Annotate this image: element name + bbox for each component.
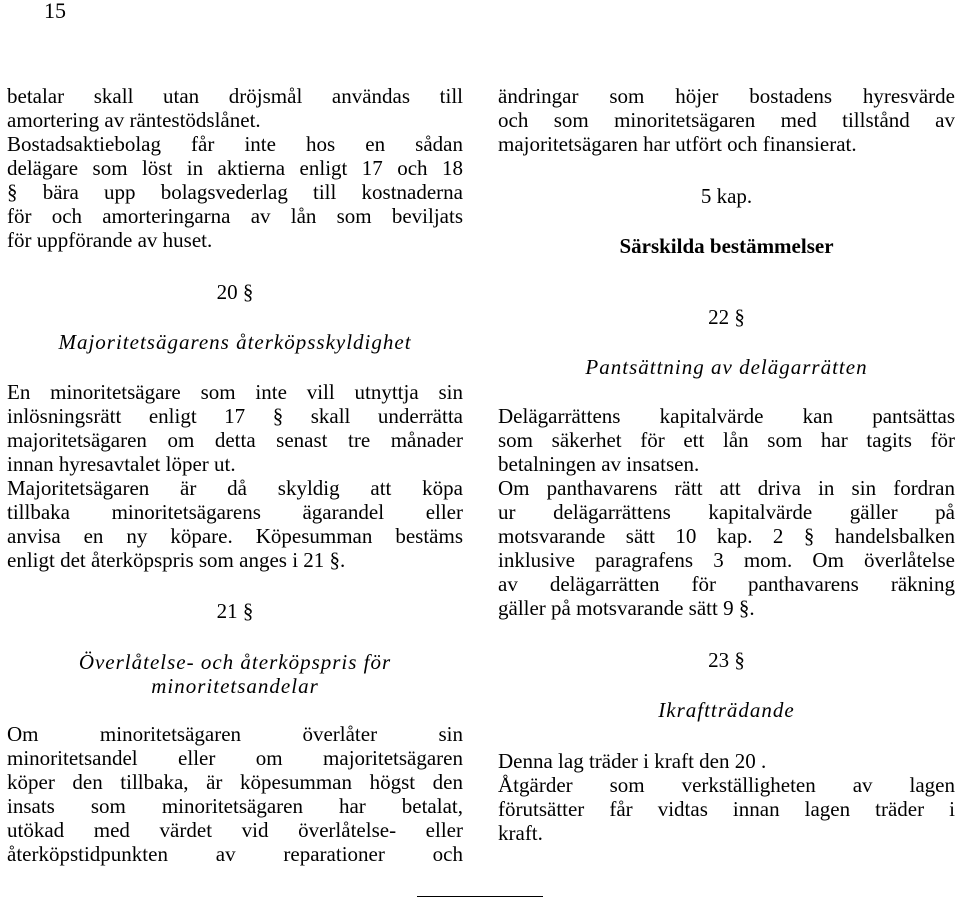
body-line: Åtgärder som verkställigheten av lagen <box>498 773 955 797</box>
body-line: Om minoritetsägaren överlåter sin <box>7 722 463 746</box>
body-line: ur delägarrättens kapitalvärde gäller på <box>498 500 955 524</box>
page-number: 15 <box>44 0 66 23</box>
section-20-heading: 20 § <box>216 280 254 304</box>
body-line: § bära upp bolagsvederlag till kostnaderna <box>7 180 463 204</box>
body-line: som säkerhet för ett lån som har tagits för <box>498 428 955 452</box>
chapter-number: 5 kap. <box>700 184 753 208</box>
body-line: och som minoritetsägaren med tillstånd av <box>498 108 955 132</box>
body-line: enligt det återköpspris som anges i 21 §. <box>7 548 346 572</box>
body-line: En minoritetsägare som inte vill utnyttja sin <box>7 380 463 404</box>
body-line: inlösningsrätt enligt 17 § skall underrätta <box>7 404 463 428</box>
body-line: minoritetsandel eller om majoritetsägaren <box>7 746 463 770</box>
footnote-divider <box>417 896 543 897</box>
body-line: av delägarrätten för panthavarens räkning <box>498 572 955 596</box>
right-column <box>498 84 955 845</box>
body-line: Denna lag träder i kraft den 20 . <box>498 749 767 773</box>
body-line: återköpstidpunkten av reparationer och <box>7 842 463 866</box>
section-20-title: Majoritetsägarens återköpsskyldighet <box>58 330 412 354</box>
section-22-title: Pantsättning av delägarrätten <box>585 355 868 379</box>
chapter-title: Särskilda bestämmelser <box>619 234 834 258</box>
body-line: Bostadsaktiebolag får inte hos en sådan <box>7 132 463 156</box>
section-23-heading: 23 § <box>708 648 745 672</box>
body-line: gäller på motsvarande sätt 9 §. <box>498 596 755 620</box>
section-23-title: Ikraftträdande <box>658 698 795 722</box>
body-line: Om panthavarens rätt att driva in sin fordran <box>498 476 955 500</box>
body-line: utökad med värdet vid överlåtelse- eller <box>7 818 463 842</box>
body-line: Delägarrättens kapitalvärde kan pantsättas <box>498 404 955 428</box>
body-line: för uppförande av huset. <box>7 228 213 252</box>
body-line: inklusive paragrafens 3 mom. Om överlåtelse <box>498 548 955 572</box>
body-line: för och amorteringarna av lån som beviljats <box>7 204 463 228</box>
section-22-heading: 22 § <box>708 305 745 329</box>
body-line: amortering av räntestödslånet. <box>7 108 261 132</box>
body-line: motsvarande sätt 10 kap. 2 § handelsbalken <box>498 524 955 548</box>
body-line: betalningen av insatsen. <box>498 452 700 476</box>
body-line: tillbaka minoritetsägarens ägarandel eller <box>7 500 463 524</box>
body-line: majoritetsägaren har utfört och finansierat. <box>498 132 857 156</box>
body-line: Majoritetsägaren är då skyldig att köpa <box>7 476 463 500</box>
body-line: kraft. <box>498 821 543 845</box>
body-line: insats som minoritetsägaren har betalat, <box>7 794 463 818</box>
section-21-heading: 21 § <box>216 599 254 623</box>
body-line: anvisa en ny köpare. Köpesumman bestäms <box>7 524 463 548</box>
body-line: ändringar som höjer bostadens hyresvärde <box>498 84 955 108</box>
body-line: majoritetsägaren om detta senast tre månader <box>7 428 463 452</box>
body-line: köper den tillbaka, är köpesumman högst den <box>7 770 463 794</box>
section-21-title-cont: minoritetsandelar <box>151 674 319 698</box>
body-line: innan hyresavtalet löper ut. <box>7 452 236 476</box>
body-line: delägare som löst in aktierna enligt 17 och 18 <box>7 156 463 180</box>
left-column <box>7 84 463 866</box>
body-line: betalar skall utan dröjsmål användas till <box>7 84 463 108</box>
section-21-title: Överlåtelse- och återköpspris för <box>78 650 392 674</box>
body-line: förutsätter får vidtas innan lagen träder i <box>498 797 955 821</box>
